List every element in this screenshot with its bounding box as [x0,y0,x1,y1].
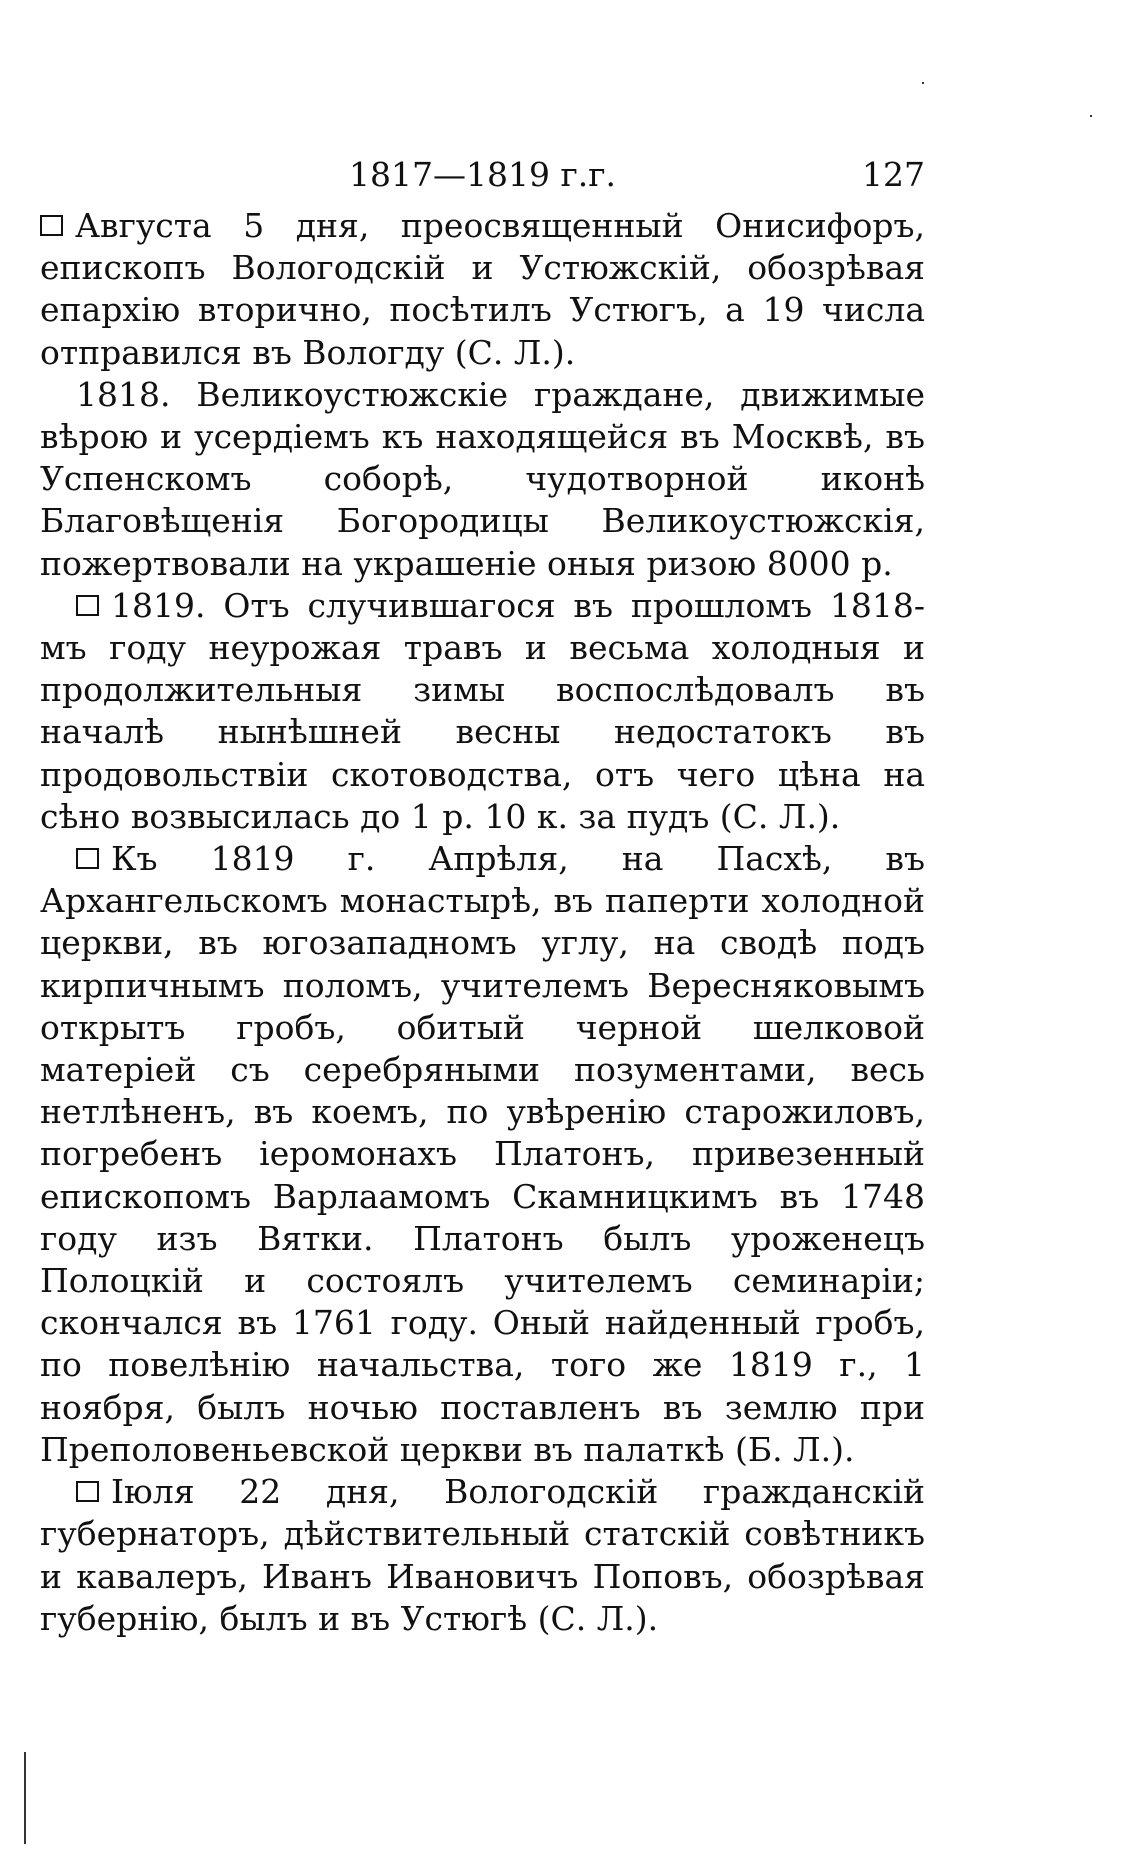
entry-july-1819 [40,1471,925,1640]
square-marker-icon [76,848,99,869]
entry-text: Августа 5 дня, преосвященный Онисифоръ, епископъ Вологодскій и Устюжскій, обозрѣвая епархію вторично, посѣтилъ Устюгъ, а 19 числа отправился въ Вологду (С. Л.). [40,206,925,372]
page-number: 127 [862,155,925,194]
entry-text: Къ 1819 г. Апрѣля, на Пасхѣ, въ Архангельскомъ монастырѣ, въ паперти холодной церкви, въ югозападномъ углу, на сводѣ подъ кирпичнымъ поломъ, учителемъ Вересняковымъ открытъ гробъ, обитый черной шелковой матеріей съ серебряными позументами, весь нетлѣненъ, въ коемъ, по увѣренію старожиловъ, погребенъ іеромонахъ Платонъ, привезенный епископомъ Варлаамомъ Скамницкимъ въ 1748 году изъ Вятки. Платонъ былъ уроженецъ Полоцкій и состоялъ учителемъ семинаріи; скончался въ 1761 году. Оный найденный гробъ, по повелѣнію начальства, того же 1819 г., 1 ноября, былъ ночью поставленъ въ землю при Преполовеньевской церкви въ палаткѣ (Б. Л.). [40,839,925,1469]
running-title: 1817—1819 г.г. [348,155,616,194]
entry-april-1819 [40,838,925,1471]
entry-august-1817 [40,205,925,374]
entry-text: Іюля 22 дня, Вологодскій гражданскій губернаторъ, дѣйствительный статскій совѣтникъ и кавалеръ, Иванъ Ивановичъ Поповъ, обозрѣвая губернію, былъ и въ Устюгѣ (С. Л.). [40,1472,925,1638]
book-page [40,155,925,1640]
square-marker-icon [76,1481,99,1502]
scan-edge-mark [24,1752,26,1844]
running-head [40,155,925,205]
scan-dot [922,82,924,84]
entry-1819 [40,585,925,838]
entry-text: 1819. Отъ случившагося въ прошломъ 1818-мъ году неурожая травъ и весьма холодныя и продолжительныя зимы воспослѣдовалъ въ началѣ нынѣшней весны недостатокъ въ продовольствіи скотоводства, отъ чего цѣна на сѣно возвысилась до 1 р. 10 к. за пудъ (С. Л.). [40,585,925,836]
square-marker-icon [40,215,63,236]
square-marker-icon [76,595,99,616]
scan-dot [1090,115,1092,117]
entry-1818 [40,374,925,585]
entry-text: 1818. Великоустюжскіе граждане, движимые вѣрою и усердіемъ къ находящейся въ Москвѣ, въ Успенскомъ соборѣ, чудотворной иконѣ Благовѣщенія Богородицы Великоустюжскія, пожертвовали на украшеніе оныя ризою 8000 р. [40,374,925,583]
